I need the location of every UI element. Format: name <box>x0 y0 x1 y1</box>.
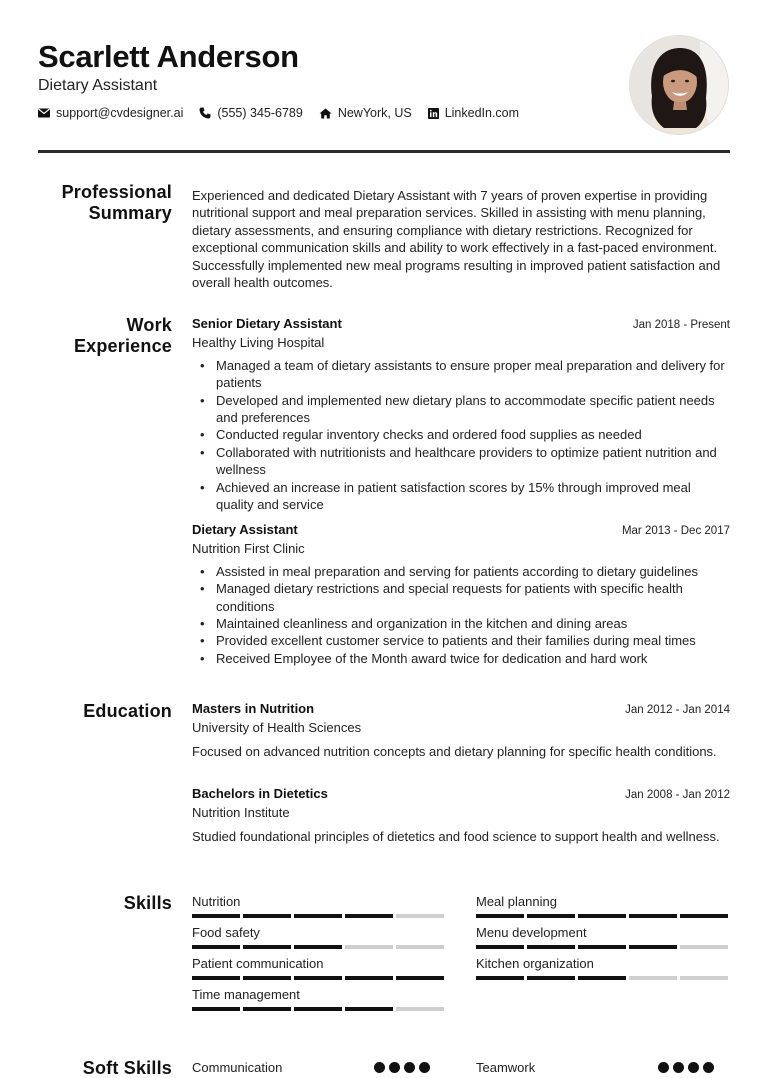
rating-dot <box>703 1062 714 1073</box>
skill-level-segment <box>476 945 524 949</box>
skill-level-segment <box>476 914 524 918</box>
contact-email[interactable] <box>38 106 183 120</box>
work-bullets <box>192 563 730 667</box>
skill-level-segment <box>396 1007 444 1011</box>
skill-level-segment <box>243 945 291 949</box>
skill-level-segment <box>578 976 626 980</box>
soft-skills-grid <box>192 1059 730 1076</box>
skill-item <box>192 955 445 980</box>
envelope-icon <box>38 108 50 118</box>
section-title-work <box>74 315 172 357</box>
section-title-skills: Skills <box>123 893 172 913</box>
skill-level-bar <box>192 976 445 980</box>
skill-level-segment <box>294 1007 342 1011</box>
work-dates: Jan 2018 - Present <box>632 319 730 331</box>
skill-level-segment <box>578 914 626 918</box>
soft-skill-item <box>192 1059 445 1076</box>
linkedin-icon <box>428 108 439 119</box>
rating-dot <box>404 1062 415 1073</box>
work-role: Senior Dietary Assistant <box>192 316 342 331</box>
skill-name: Food safety <box>192 925 260 940</box>
work-entry-2 <box>192 521 730 667</box>
soft-skill-name: Communication <box>192 1060 283 1075</box>
rating-dot <box>419 1062 430 1073</box>
profile-photo <box>629 35 729 135</box>
rating-dot <box>688 1062 699 1073</box>
skill-level-segment <box>680 914 728 918</box>
skill-level-bar <box>476 914 729 918</box>
candidate-name: Scarlett Anderson <box>38 39 299 74</box>
skill-level-segment <box>578 945 626 949</box>
skill-level-segment <box>396 914 444 918</box>
skill-level-segment <box>243 1007 291 1011</box>
edu-school: Nutrition Institute <box>192 805 290 821</box>
work-org: Healthy Living Hospital <box>192 335 325 351</box>
rating-dot <box>374 1062 385 1073</box>
skill-item <box>192 986 445 1011</box>
skill-level-segment <box>192 945 240 949</box>
contact-phone[interactable] <box>199 106 302 120</box>
skill-level-segment <box>527 914 575 918</box>
section-title-summary <box>62 182 172 224</box>
skill-level-segment <box>192 976 240 980</box>
summary-title-line2: Summary <box>88 203 172 223</box>
skill-name: Patient communication <box>192 956 324 971</box>
skill-level-segment <box>629 914 677 918</box>
skill-level-segment <box>243 976 291 980</box>
edu-school: University of Health Sciences <box>192 720 362 736</box>
list-item: • Assisted in meal preparation and serving for patients according to dietary guidelines <box>192 563 730 580</box>
list-item: • Collaborated with nutritionists and healthcare providers to optimize patient nutrition and wellness <box>192 444 730 479</box>
skill-level-segment <box>345 945 393 949</box>
skill-name: Nutrition <box>192 894 241 909</box>
skill-item <box>476 955 729 980</box>
skill-level-segment <box>294 914 342 918</box>
list-item: • Achieved an increase in patient satisfaction scores by 15% through improved meal quality and service <box>192 479 730 514</box>
list-item: • Developed and implemented new dietary plans to accommodate specific patient needs and preferences <box>192 392 730 427</box>
skill-level-segment <box>192 914 240 918</box>
work-title-line1: Work <box>126 315 172 335</box>
skill-item <box>476 924 729 949</box>
skill-level-segment <box>396 976 444 980</box>
soft-skill-rating <box>374 1062 430 1073</box>
soft-skill-item <box>476 1059 729 1076</box>
skill-level-segment <box>396 945 444 949</box>
location-text: NewYork, US <box>337 106 412 120</box>
linkedin-text: LinkedIn.com <box>444 106 520 120</box>
resume-header <box>38 38 730 120</box>
skill-level-bar <box>476 976 729 980</box>
edu-description: Focused on advanced nutrition concepts and dietary planning for specific health conditions. <box>192 743 717 759</box>
skill-level-segment <box>243 914 291 918</box>
skill-name: Kitchen organization <box>476 956 594 971</box>
edu-dates: Jan 2012 - Jan 2014 <box>625 704 730 716</box>
edu-degree: Masters in Nutrition <box>192 701 315 716</box>
work-title-line2: Experience <box>73 336 172 356</box>
skill-level-segment <box>192 1007 240 1011</box>
skill-item <box>476 893 729 918</box>
skill-level-segment <box>629 945 677 949</box>
education-entry-2 <box>192 785 730 845</box>
summary-text: Experienced and dedicated Dietary Assistant with 7 years of proven expertise in providing nutritional support and meal preparation services. Skilled in assisting with menu planning, dietary assessments, and ensuring compliance with dietary restrictions. Recognized for exceptional communication skills and ability to work effectively in a fast-paced environment. Successfully implemented new meal programs resulting in improved patient satisfaction and overall health outcomes. <box>192 188 721 291</box>
soft-skills-list <box>192 1059 730 1076</box>
skill-level-segment <box>345 914 393 918</box>
rating-dot <box>389 1062 400 1073</box>
contact-location <box>319 106 412 120</box>
skill-level-segment <box>345 1007 393 1011</box>
summary-title-line1: Professional <box>61 182 172 202</box>
skill-level-segment <box>629 976 677 980</box>
skill-name: Time management <box>192 987 300 1002</box>
edu-dates: Jan 2008 - Jan 2012 <box>625 789 730 801</box>
skill-item <box>192 893 445 918</box>
skill-level-segment <box>527 976 575 980</box>
skill-level-segment <box>294 976 342 980</box>
work-dates: Mar 2013 - Dec 2017 <box>621 525 730 537</box>
list-item: • Conducted regular inventory checks and ordered food supplies as needed <box>192 426 730 443</box>
education-entry-1 <box>192 700 730 760</box>
skill-level-segment <box>476 976 524 980</box>
list-item: • Managed a team of dietary assistants to ensure proper meal preparation and delivery for patients <box>192 357 730 392</box>
skills-grid <box>192 893 730 1011</box>
skill-level-segment <box>680 945 728 949</box>
rating-dot <box>658 1062 669 1073</box>
skill-level-bar <box>476 945 729 949</box>
list-item: • Received Employee of the Month award twice for dedication and hard work <box>192 650 730 667</box>
email-text: support@cvdesigner.ai <box>56 106 184 120</box>
list-item: • Managed dietary restrictions and special requests for patients with specific health conditions <box>192 580 730 615</box>
work-entry-1 <box>192 315 730 513</box>
soft-skill-rating <box>658 1062 714 1073</box>
skill-level-bar <box>192 945 445 949</box>
list-item: • Maintained cleanliness and organization in the kitchen and dining areas <box>192 615 730 632</box>
list-item: • Provided excellent customer service to patients and their families during meal times <box>192 632 730 649</box>
skill-name: Menu development <box>476 925 587 940</box>
section-title-education: Education <box>83 701 172 721</box>
work-role: Dietary Assistant <box>192 522 298 537</box>
skill-level-bar <box>192 914 445 918</box>
candidate-title: Dietary Assistant <box>38 77 158 94</box>
skill-level-segment <box>345 976 393 980</box>
header-divider <box>38 150 730 153</box>
skill-level-segment <box>680 976 728 980</box>
contact-linkedin[interactable] <box>428 106 519 120</box>
phone-icon <box>199 107 211 119</box>
rating-dot <box>673 1062 684 1073</box>
skill-level-bar <box>192 1007 445 1011</box>
edu-description: Studied foundational principles of dietetics and food science to support health and wellness. <box>192 828 720 844</box>
edu-degree: Bachelors in Dietetics <box>192 786 328 801</box>
section-title-soft-skills: Soft Skills <box>82 1058 172 1078</box>
contact-row <box>38 106 730 120</box>
skill-level-segment <box>527 945 575 949</box>
home-icon <box>319 108 332 119</box>
skill-name: Meal planning <box>476 894 557 909</box>
phone-text: (555) 345-6789 <box>217 106 303 120</box>
work-org: Nutrition First Clinic <box>192 541 305 557</box>
skill-item <box>192 924 445 949</box>
work-bullets <box>192 357 730 514</box>
skill-level-segment <box>294 945 342 949</box>
skills-list <box>192 893 730 1011</box>
soft-skill-name: Teamwork <box>476 1060 536 1075</box>
